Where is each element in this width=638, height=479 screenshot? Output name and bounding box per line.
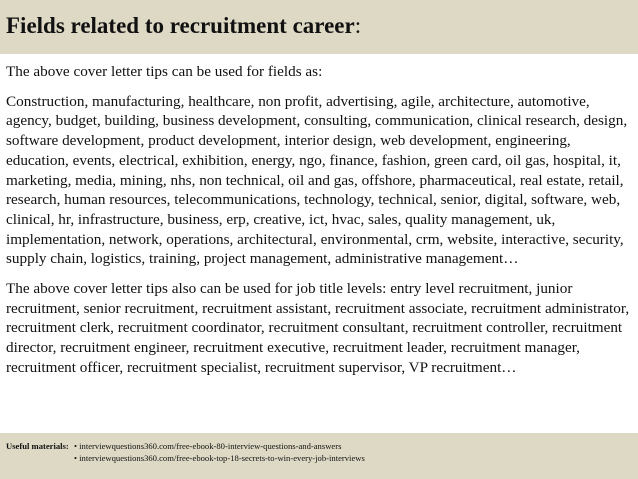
- intro-paragraph: The above cover letter tips can be used for fields as:: [6, 63, 323, 80]
- footer-bar: [0, 433, 638, 479]
- footer-link-ebook-80-questions[interactable]: • interviewquestions360.com/free-ebook-80-interview-questions-and-answers: [74, 441, 342, 451]
- footer-label-spacer: [6, 452, 74, 464]
- footer-label: [6, 440, 74, 452]
- footer-row-2: [6, 452, 638, 464]
- job-levels-paragraph: The above cover letter tips also can be used for job title levels: entry level recruitment, junior recruitment, senior recruitment, recruitment assistant, recruitment associate, recruitment administrator, recruitment clerk, recruitment coordinator, recruitment consultant, recruitment controller, recruitment director, recruitment engineer, recruitment executive, recruitment leader, recruitment manager, recruitment officer, recruitment specialist, recruitment supervisor, VP recruitment…: [6, 280, 630, 376]
- page-title-text: Fields related to recruitment career: [6, 13, 355, 38]
- footer-label-text: Useful materials: [6, 441, 66, 451]
- slide-content: [6, 62, 634, 378]
- footer-label-separator: :: [65, 441, 69, 451]
- page-title-colon: :: [354, 13, 362, 38]
- fields-paragraph: Construction, manufacturing, healthcare, non profit, advertising, agile, architecture, automotive, agency, budget, building, business development, consulting, communication, clinical research, design, software development, product development, interior design, web development, engineering, education, events, electrical, exhibition, energy, ngo, finance, fashion, green card, oil gas, hospital, it, marketing, media, mining, nhs, non technical, oil and gas, offshore, pharmaceutical, real estate, retail, research, human resources, telecommunications, technology, technical, senior, digital, software, web, clinical, hr, infrastructure, business, erp, creative, ict, hvac, sales, quality management, uk, implementation, network, operations, architectural, environmental, crm, website, interactive, security, supply chain, logistics, training, project management, administrative management…: [6, 92, 628, 268]
- page-title: [6, 10, 638, 42]
- footer-link-ebook-18-secrets[interactable]: • interviewquestions360.com/free-ebook-top-18-secrets-to-win-every-job-interviews: [74, 453, 365, 463]
- footer-row-1: [6, 440, 638, 452]
- title-bar: [0, 0, 638, 54]
